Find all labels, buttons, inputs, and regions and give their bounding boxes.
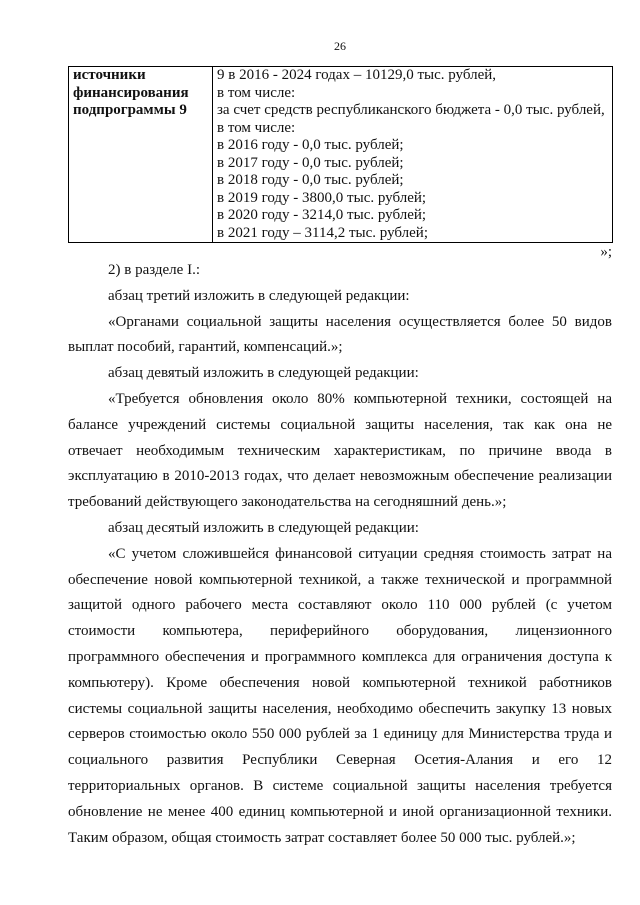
table-value-line: в том числе:: [217, 84, 296, 101]
paragraph-line: стоимости компьютера, периферийного оборудования, лицензионного: [68, 623, 612, 640]
instruction-paragraph-third: [68, 284, 612, 310]
table-value-line: в 2020 году - 3214,0 тыс. рублей;: [217, 207, 427, 223]
paragraph-line: абзац десятый изложить в следующей редакции:: [108, 519, 419, 536]
paragraph-line: «Органами социальной защиты населения осуществляется более 50 видов: [108, 313, 612, 330]
page-number: 26: [334, 39, 346, 53]
table-value-line: в 2018 году - 0,0 тыс. рублей;: [217, 172, 404, 188]
paragraph-line: Таким образом, общая стоимость затрат составляет более 50 000 тыс. рублей.»;: [68, 829, 576, 846]
paragraph-line: выплат пособий, гарантий, компенсаций.»;: [68, 339, 343, 356]
paragraph-line: требований действующего законодательства на сегодняшний день.»;: [68, 494, 507, 511]
quoted-paragraph-third: [68, 310, 612, 362]
table-label-line: источники: [73, 67, 146, 83]
paragraph-line: эксплуатацию в 2010-2013 годах, что делает невозможным обеспечение реализации: [68, 468, 612, 485]
paragraph-line: «Требуется обновления около 80% компьютерной техники, состоящей на: [108, 390, 612, 407]
paragraph-line: отвечает необходимым техническим характеристикам, по причине ввода в: [68, 442, 612, 459]
table-closing-quote: »;: [600, 244, 612, 260]
table-value-line: в 2017 году - 0,0 тыс. рублей;: [217, 154, 404, 171]
paragraph-line: 2) в разделе I.:: [108, 262, 200, 278]
table-value-cell: [213, 67, 612, 242]
quoted-paragraph-tenth: [68, 542, 612, 852]
table-label-cell: [69, 67, 213, 242]
table-value-line: в 2021 году – 3114,2 тыс. рублей;: [217, 224, 428, 241]
paragraph-line: компьютеру). Кроме обеспечения новой компьютерной техникой работников: [68, 674, 612, 691]
table-label-line: подпрограммы 9: [73, 102, 187, 118]
paragraph-line: социального развития Республики Северная Осетия-Алания и его 12: [68, 752, 612, 769]
table-value-line: за счет средств республиканского бюджета - 0,0 тыс. рублей,: [217, 102, 605, 118]
table-value-line: в 2019 году - 3800,0 тыс. рублей;: [217, 189, 427, 206]
instruction-paragraph-tenth: [68, 516, 612, 542]
table-value-line: 9 в 2016 - 2024 годах – 10129,0 тыс. рублей,: [217, 67, 497, 83]
paragraph-line: территориальных органов. В системе социальной защиты населения требуется: [68, 777, 612, 794]
table-label-line: финансирования: [73, 84, 189, 101]
paragraph-line: абзац девятый изложить в следующей редакции:: [108, 365, 419, 382]
paragraph-line: абзац третий изложить в следующей редакции:: [108, 287, 410, 304]
paragraph-line: серверов стоимостью около 550 000 рублей за 1 единицу для Министерства труда и: [68, 726, 612, 743]
table-value-line: в том числе:: [217, 119, 296, 136]
quoted-paragraph-ninth: [68, 387, 612, 516]
paragraph-line: балансе учреждений системы социальной защиты населения, так как она не: [68, 416, 612, 433]
section-heading: [68, 258, 612, 284]
instruction-paragraph-ninth: [68, 361, 612, 387]
paragraph-line: программного обеспечения и программного комплекса для ограничения доступа к: [68, 648, 612, 665]
amendment-text: [68, 258, 612, 851]
financing-table: [68, 66, 613, 243]
paragraph-line: обеспечение новой компьютерной техникой, а также технической и программной: [68, 571, 612, 588]
paragraph-line: защитой одного рабочего места составляют около 110 000 рублей (с учетом: [68, 597, 612, 614]
paragraph-line: обновление не менее 400 единиц компьютерной и иной организационной техники.: [68, 803, 612, 820]
paragraph-line: системы социальной защиты населения, необходимо обеспечить закупку 13 новых: [68, 700, 612, 717]
table-value-line: в 2016 году - 0,0 тыс. рублей;: [217, 137, 404, 153]
paragraph-line: «С учетом сложившейся финансовой ситуации средняя стоимость затрат на: [108, 545, 612, 562]
